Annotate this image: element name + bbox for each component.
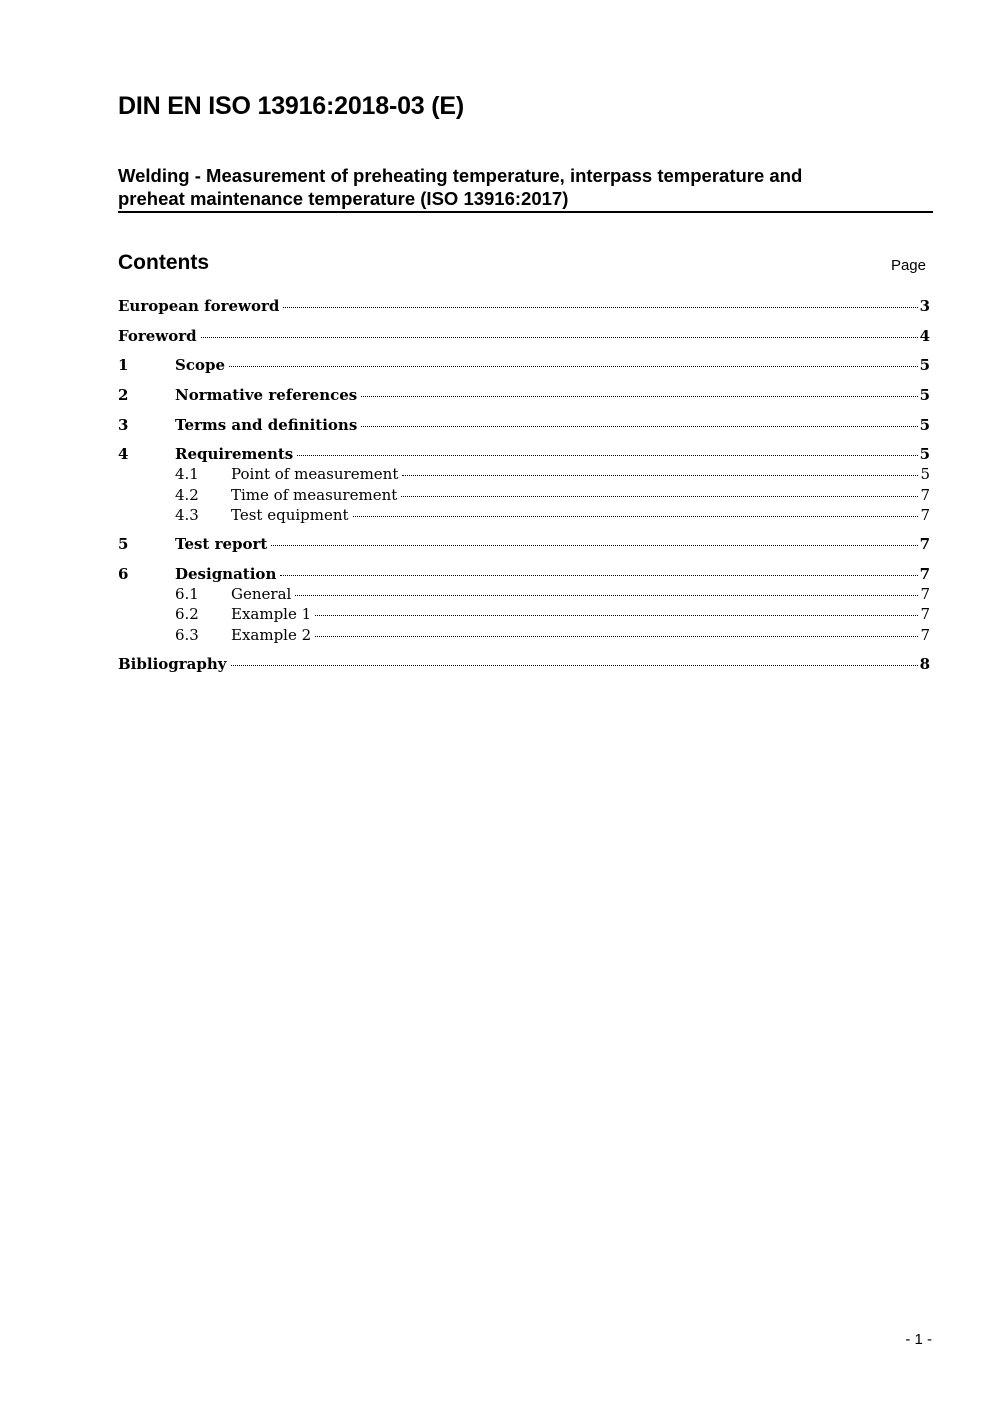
toc-entry-european-foreword[interactable] — [118, 297, 930, 315]
toc-entry-label: Terms and definitions — [175, 416, 358, 434]
toc-entry-page: 7 — [920, 585, 930, 603]
toc-entry-designation[interactable] — [118, 565, 930, 583]
toc-entry-page: 7 — [919, 535, 930, 553]
toc-entry-label: General — [231, 585, 292, 603]
toc-entry-number: 4 — [118, 445, 129, 463]
toc-entry-page: 7 — [920, 626, 930, 644]
document-title-line-2: preheat maintenance temperature (ISO 13916:2017) — [118, 188, 569, 209]
page-column-heading: Page — [890, 257, 926, 274]
toc-entry-page: 5 — [920, 465, 930, 483]
toc-entry-page: 7 — [920, 506, 930, 524]
toc-dot-leader — [229, 366, 918, 367]
toc-entry-normative-references[interactable] — [118, 386, 930, 404]
toc-entry-label: Time of measurement — [231, 486, 398, 504]
toc-entry-label: Requirements — [175, 445, 294, 463]
toc-entry-label: Scope — [175, 356, 226, 374]
toc-entry-scope[interactable] — [118, 356, 930, 374]
toc-entry-number: 6.2 — [175, 605, 199, 623]
toc-dot-leader — [315, 636, 918, 637]
toc-dot-leader — [401, 496, 918, 497]
toc-dot-leader — [231, 665, 918, 666]
document-title-line-1: Welding - Measurement of preheating temperature, interpass temperature and — [118, 165, 803, 186]
toc-entry-test-report[interactable] — [118, 535, 930, 553]
toc-entry-label: Test report — [175, 535, 268, 553]
toc-entry-label: European foreword — [118, 297, 280, 315]
toc-dot-leader — [353, 516, 918, 517]
footer-page-number: - 1 - — [905, 1331, 932, 1348]
toc-entry-example-1[interactable] — [118, 605, 930, 623]
toc-entry-page: 3 — [919, 297, 930, 315]
toc-entry-label: Test equipment — [231, 506, 349, 524]
toc-dot-leader — [361, 396, 917, 397]
toc-dot-leader — [297, 455, 917, 456]
toc-entry-page: 5 — [919, 386, 930, 404]
table-of-contents — [118, 0, 930, 1403]
toc-dot-leader — [283, 307, 917, 308]
toc-entry-foreword[interactable] — [118, 327, 930, 345]
toc-entry-point-of-measurement[interactable] — [118, 465, 930, 483]
toc-entry-page: 8 — [919, 655, 930, 673]
toc-dot-leader — [361, 426, 917, 427]
toc-entry-requirements[interactable] — [118, 445, 930, 463]
toc-entry-test-equipment[interactable] — [118, 506, 930, 524]
toc-entry-label: Example 1 — [231, 605, 312, 623]
toc-entry-label: Normative references — [175, 386, 358, 404]
toc-dot-leader — [295, 595, 918, 596]
toc-entry-label: Designation — [175, 565, 277, 583]
toc-entry-page: 5 — [919, 416, 930, 434]
toc-entry-bibliography[interactable] — [118, 655, 930, 673]
toc-entry-example-2[interactable] — [118, 626, 930, 644]
toc-entry-label: Bibliography — [118, 655, 227, 673]
toc-entry-number: 1 — [118, 356, 129, 374]
toc-dot-leader — [280, 575, 917, 576]
toc-entry-number: 4.3 — [175, 506, 199, 524]
toc-entry-page: 7 — [920, 486, 930, 504]
toc-entry-page: 7 — [919, 565, 930, 583]
toc-entry-time-of-measurement[interactable] — [118, 486, 930, 504]
toc-entry-number: 4.2 — [175, 486, 199, 504]
toc-entry-label: Example 2 — [231, 626, 312, 644]
toc-entry-page: 5 — [919, 356, 930, 374]
toc-dot-leader — [201, 337, 918, 338]
toc-entry-page: 4 — [919, 327, 930, 345]
toc-entry-page: 5 — [919, 445, 930, 463]
document-id: DIN EN ISO 13916:2018-03 (E) — [118, 92, 464, 120]
toc-entry-number: 6 — [118, 565, 129, 583]
toc-entry-number: 6.1 — [175, 585, 199, 603]
toc-entry-number: 4.1 — [175, 465, 199, 483]
toc-entry-number: 2 — [118, 386, 129, 404]
toc-entry-number: 5 — [118, 535, 129, 553]
toc-dot-leader — [402, 475, 918, 476]
contents-heading: Contents — [118, 251, 209, 274]
toc-entry-label: Point of measurement — [231, 465, 399, 483]
toc-entry-label: Foreword — [118, 327, 197, 345]
toc-dot-leader — [271, 545, 917, 546]
toc-entry-terms-and-definitions[interactable] — [118, 416, 930, 434]
toc-entry-number: 6.3 — [175, 626, 199, 644]
toc-dot-leader — [315, 615, 918, 616]
toc-entry-general[interactable] — [118, 585, 930, 603]
toc-entry-page: 7 — [920, 605, 930, 623]
toc-entry-number: 3 — [118, 416, 129, 434]
